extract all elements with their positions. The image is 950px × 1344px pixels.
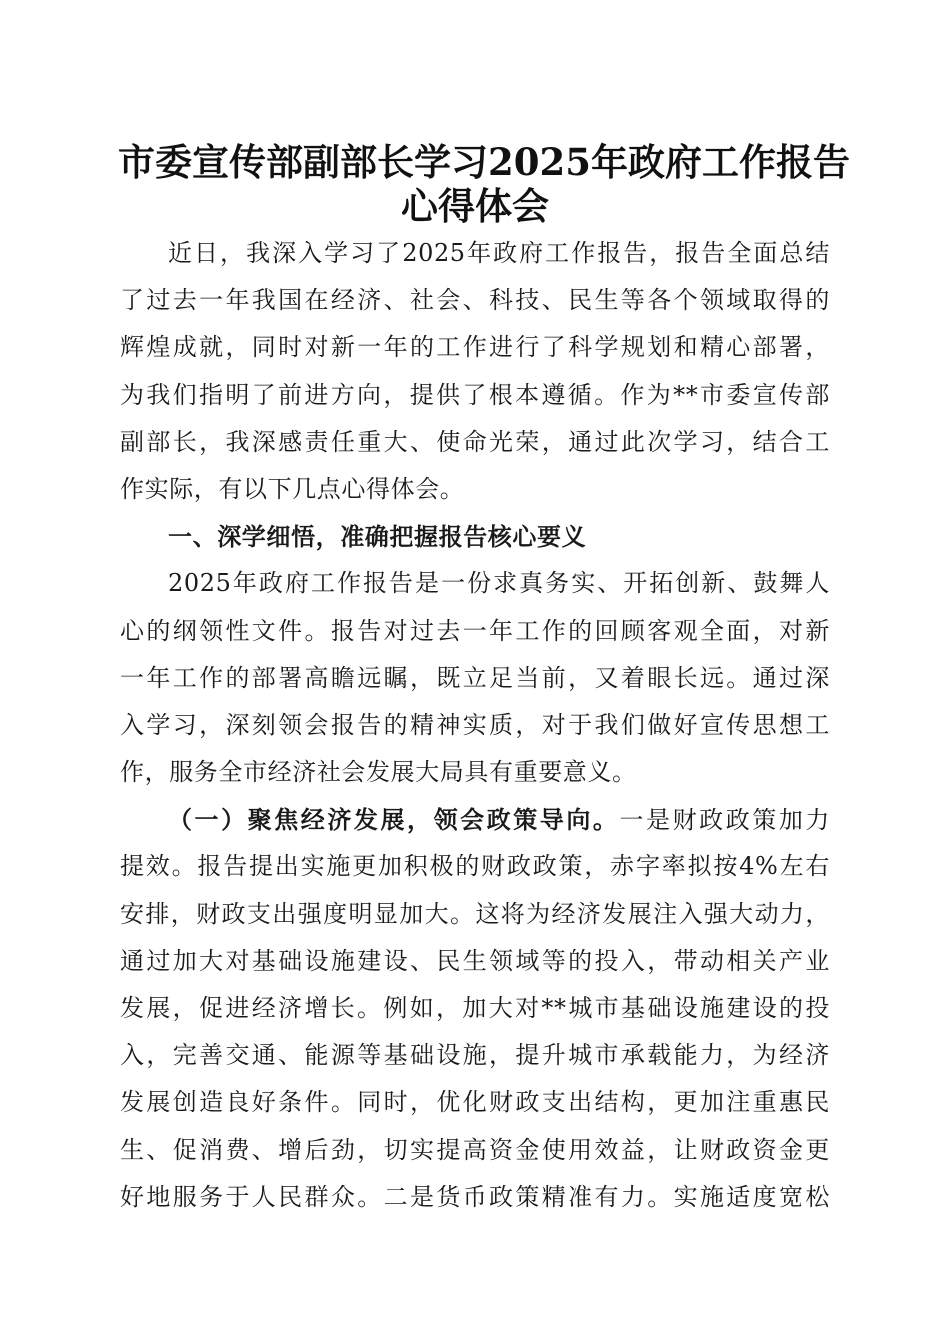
intro-line: 近日，我深入学习了2025年政府工作报告，报告全面总结 bbox=[168, 239, 830, 267]
subsection-line: 安排，财政支出强度明显加大。这将为经济发展注入强大动力， bbox=[120, 899, 830, 928]
subsection-line: 提效。报告提出实施更加积极的财政政策，赤字率拟按4%左右 bbox=[120, 852, 830, 881]
subsection-line: 发展创造良好条件。同时，优化财政支出结构，更加注重惠民 bbox=[120, 1088, 830, 1117]
subsection-heading: （一）聚焦经济发展，领会政策导向。 bbox=[168, 805, 620, 835]
subsection-line: 发展，促进经济增长。例如，加大对**城市基础设施建设的投 bbox=[120, 994, 830, 1022]
intro-line: 了过去一年我国在经济、社会、科技、民生等各个领域取得的 bbox=[120, 286, 830, 315]
document-title-line-1: 市委宣传部副部长学习2025年政府工作报告 bbox=[118, 140, 850, 184]
subsection-line: 生、促消费、增后劲，切实提高资金使用效益，让财政资金更 bbox=[120, 1135, 830, 1164]
subsection-lead-text: 一是财政政策加力 bbox=[619, 806, 830, 835]
section-line: 入学习，深刻领会报告的精神实质，对于我们做好宣传思想工 bbox=[120, 710, 830, 739]
section-line: 2025年政府工作报告是一份求真务实、开拓创新、鼓舞人 bbox=[168, 569, 830, 598]
intro-line: 为我们指明了前进方向，提供了根本遵循。作为**市委宣传部 bbox=[120, 380, 830, 409]
intro-line: 作实际，有以下几点心得体会。 bbox=[120, 474, 465, 503]
section-line: 作，服务全市经济社会发展大局具有重要意义。 bbox=[120, 758, 637, 787]
subsection-lead-line bbox=[120, 796, 830, 843]
document-title-line-2: 心得体会 bbox=[401, 184, 549, 228]
subsection-line: 好地服务于人民群众。二是货币政策精准有力。实施适度宽松 bbox=[120, 1182, 830, 1211]
section-heading: 一、深学细悟，准确把握报告核心要义 bbox=[168, 522, 587, 552]
intro-line: 辉煌成就，同时对新一年的工作进行了科学规划和精心部署， bbox=[120, 333, 830, 362]
intro-line: 副部长，我深感责任重大、使命光荣，通过此次学习，结合工 bbox=[120, 427, 830, 456]
document-body bbox=[120, 230, 830, 1221]
section-line: 一年工作的部署高瞻远瞩，既立足当前，又着眼长远。通过深 bbox=[120, 663, 830, 692]
subsection-line: 通过加大对基础设施建设、民生领域等的投入，带动相关产业 bbox=[120, 946, 830, 975]
subsection-line: 入，完善交通、能源等基础设施，提升城市承载能力，为经济 bbox=[120, 1041, 830, 1070]
section-line: 心的纲领性文件。报告对过去一年工作的回顾客观全面，对新 bbox=[120, 616, 830, 645]
